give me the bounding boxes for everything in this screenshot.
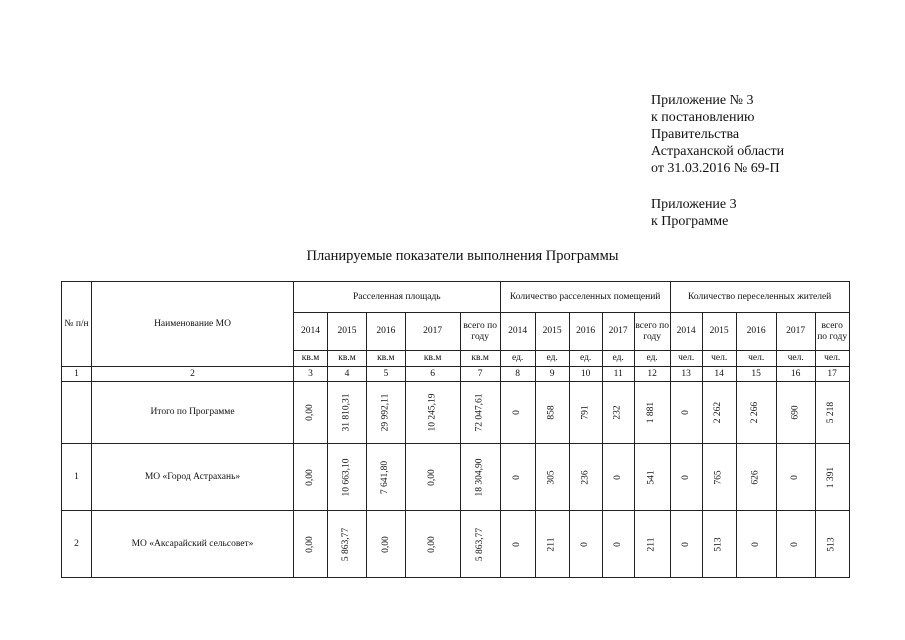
unit-cell: ед.	[602, 351, 634, 367]
unit-cell: ед.	[569, 351, 602, 367]
residents-value: 0	[680, 541, 691, 547]
year-cell: 2017	[776, 313, 815, 351]
residents-cell	[736, 382, 776, 444]
area-value: 0,00	[427, 535, 438, 553]
area-value: 10 245,19	[427, 393, 438, 432]
residents-cell	[670, 382, 702, 444]
unit-cell: ед.	[535, 351, 569, 367]
column-number: 3	[294, 367, 328, 382]
unit-cell: чел.	[670, 351, 702, 367]
area-cell	[367, 382, 406, 444]
row-no-cell	[62, 382, 92, 444]
area-cell	[460, 382, 500, 444]
rooms-cell	[535, 511, 569, 578]
appendix-line: Приложение 3	[651, 197, 737, 212]
residents-value: 765	[713, 469, 724, 485]
rooms-cell	[535, 382, 569, 444]
residents-value: 5 218	[826, 401, 837, 424]
column-number: 10	[569, 367, 602, 382]
residents-cell	[776, 444, 815, 511]
appendix-line: Астраханской области	[651, 144, 785, 159]
rooms-value: 0	[512, 541, 523, 547]
area-cell	[460, 444, 500, 511]
row-name-cell: МО «Аксарайский сельсовет»	[92, 511, 294, 578]
column-number: 5	[367, 367, 406, 382]
year-total-cell: всего по году	[815, 313, 849, 351]
year-cell: 2016	[367, 313, 406, 351]
area-value: 29 992,11	[380, 393, 391, 432]
residents-cell	[736, 511, 776, 578]
unit-cell: кв.м	[328, 351, 367, 367]
residents-value: 626	[750, 469, 761, 485]
year-cell: 2014	[294, 313, 328, 351]
area-value: 0,00	[305, 404, 315, 421]
unit-cell: кв.м	[367, 351, 406, 367]
area-cell	[294, 511, 328, 578]
residents-cell	[776, 382, 815, 444]
header-col-no: № п/н	[62, 282, 92, 367]
row-no-cell: 2	[62, 511, 92, 578]
residents-value: 0	[680, 474, 691, 480]
appendix-block-program	[651, 196, 737, 230]
year-cell: 2017	[405, 313, 460, 351]
area-value: 0,00	[427, 468, 438, 486]
column-number: 8	[500, 367, 535, 382]
year-cell: 2015	[702, 313, 736, 351]
year-total-cell: всего по году	[460, 313, 500, 351]
header-row-groups	[62, 282, 850, 313]
table-row	[62, 511, 850, 578]
residents-cell	[776, 511, 815, 578]
rooms-value: 211	[546, 537, 557, 551]
column-number: 4	[328, 367, 367, 382]
appendix-block-main	[651, 92, 784, 177]
column-number: 6	[405, 367, 460, 382]
column-number: 16	[776, 367, 815, 382]
unit-cell: чел.	[815, 351, 849, 367]
residents-cell	[702, 444, 736, 511]
row-no-cell: 1	[62, 444, 92, 511]
rooms-cell	[634, 511, 670, 578]
indicators-table	[61, 281, 850, 578]
area-cell	[405, 511, 460, 578]
year-total-cell: всего по году	[634, 313, 670, 351]
header-group-rooms: Количество расселенных помещений	[500, 282, 670, 313]
year-cell: 2016	[569, 313, 602, 351]
unit-cell: ед.	[634, 351, 670, 367]
rooms-value: 0	[580, 541, 591, 547]
area-cell	[294, 382, 328, 444]
rooms-cell	[500, 511, 535, 578]
area-cell	[328, 511, 367, 578]
rooms-value: 211	[646, 537, 657, 551]
rooms-value: 0	[512, 474, 523, 480]
column-number: 13	[670, 367, 702, 382]
row-name-cell: МО «Город Астрахань»	[92, 444, 294, 511]
rooms-cell	[500, 444, 535, 511]
area-cell	[405, 382, 460, 444]
area-cell	[367, 444, 406, 511]
column-numbers-row	[62, 367, 850, 382]
column-number: 12	[634, 367, 670, 382]
appendix-line: к постановлению	[651, 110, 755, 125]
rooms-value: 858	[546, 405, 557, 420]
rooms-value: 541	[646, 469, 657, 485]
document-title: Планируемые показатели выполнения Программы	[306, 248, 619, 264]
unit-cell: чел.	[776, 351, 815, 367]
residents-cell	[670, 511, 702, 578]
residents-cell	[815, 511, 849, 578]
residents-value: 690	[790, 405, 801, 420]
residents-value: 513	[826, 536, 837, 552]
rooms-cell	[602, 382, 634, 444]
appendix-line: Приложение № 3	[651, 93, 754, 108]
table-row	[62, 444, 850, 511]
rooms-value: 1 881	[646, 401, 657, 424]
residents-cell	[702, 382, 736, 444]
area-value: 0,00	[305, 535, 315, 553]
area-value: 5 863,77	[474, 527, 485, 561]
rooms-value: 232	[612, 405, 623, 420]
appendix-line: от 31.03.2016 № 69-П	[651, 161, 780, 176]
column-number: 7	[460, 367, 500, 382]
column-number: 2	[92, 367, 294, 382]
year-cell: 2016	[736, 313, 776, 351]
rooms-cell	[634, 444, 670, 511]
year-cell: 2014	[500, 313, 535, 351]
rooms-value: 305	[546, 469, 557, 485]
area-cell	[328, 382, 367, 444]
residents-value: 2 266	[750, 401, 761, 424]
unit-cell: чел.	[736, 351, 776, 367]
residents-cell	[670, 444, 702, 511]
year-cell: 2017	[602, 313, 634, 351]
residents-value: 0	[790, 474, 801, 480]
area-value: 7 641,80	[380, 460, 391, 494]
residents-cell	[815, 382, 849, 444]
appendix-line: Правительства	[651, 127, 740, 142]
rooms-value: 0	[512, 410, 523, 415]
area-cell	[405, 444, 460, 511]
unit-cell: чел.	[702, 351, 736, 367]
header-group-area: Расселенная площадь	[294, 282, 501, 313]
column-number: 17	[815, 367, 849, 382]
residents-value: 0	[750, 541, 761, 547]
rooms-cell	[569, 511, 602, 578]
area-value: 31 810,31	[341, 393, 352, 432]
rooms-cell	[602, 444, 634, 511]
rooms-cell	[535, 444, 569, 511]
residents-value: 513	[713, 536, 724, 552]
unit-cell: кв.м	[460, 351, 500, 367]
area-value: 0,00	[305, 468, 315, 486]
unit-cell: кв.м	[405, 351, 460, 367]
unit-cell: кв.м	[294, 351, 328, 367]
rooms-cell	[500, 382, 535, 444]
area-value: 72 047,61	[474, 393, 485, 432]
year-cell: 2014	[670, 313, 702, 351]
residents-value: 0	[790, 541, 801, 547]
header-group-residents: Количество переселенных жителей	[670, 282, 849, 313]
column-number: 11	[602, 367, 634, 382]
area-value: 5 863,77	[341, 527, 352, 561]
residents-value: 1 391	[826, 466, 837, 488]
residents-cell	[815, 444, 849, 511]
rooms-value: 791	[580, 405, 591, 420]
rooms-cell	[569, 444, 602, 511]
area-cell	[460, 511, 500, 578]
area-cell	[294, 444, 328, 511]
residents-cell	[702, 511, 736, 578]
header-col-name: Наименование МО	[92, 282, 294, 367]
area-value: 0,00	[380, 535, 391, 553]
rooms-value: 0	[612, 541, 623, 547]
area-cell	[367, 511, 406, 578]
rooms-value: 236	[580, 469, 591, 485]
year-cell: 2015	[535, 313, 569, 351]
rooms-value: 0	[612, 474, 623, 480]
rooms-cell	[602, 511, 634, 578]
column-number: 1	[62, 367, 92, 382]
area-cell	[328, 444, 367, 511]
column-number: 14	[702, 367, 736, 382]
rooms-cell	[634, 382, 670, 444]
unit-cell: ед.	[500, 351, 535, 367]
residents-value: 0	[680, 410, 691, 415]
appendix-line: к Программе	[651, 214, 729, 229]
row-name-cell: Итого по Программе	[92, 382, 294, 444]
column-number: 15	[736, 367, 776, 382]
table-row-total	[62, 382, 850, 444]
year-cell: 2015	[328, 313, 367, 351]
residents-value: 2 262	[713, 401, 724, 424]
residents-cell	[736, 444, 776, 511]
column-number: 9	[535, 367, 569, 382]
rooms-cell	[569, 382, 602, 444]
area-value: 10 663,10	[341, 458, 352, 496]
area-value: 18 304,90	[474, 458, 485, 496]
